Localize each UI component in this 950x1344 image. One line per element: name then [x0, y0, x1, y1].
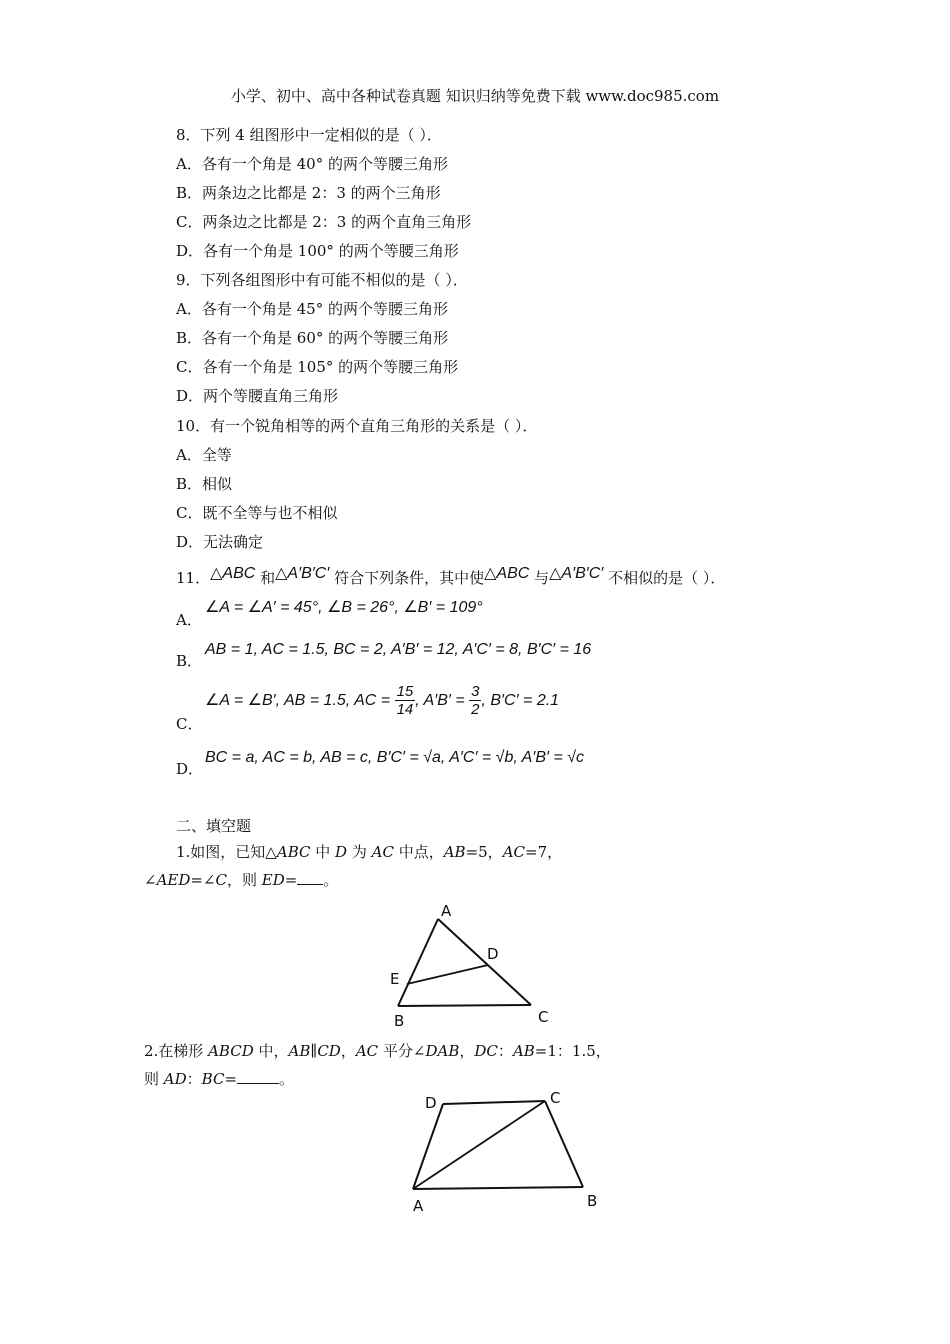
fill2-text: 则	[144, 1070, 164, 1088]
fill2-ab: AB	[288, 1042, 311, 1060]
q10-option-c: C．既不全等与也不相似	[176, 504, 338, 522]
fig1-label-e: E	[390, 970, 400, 988]
fill1-answer-blank[interactable]	[297, 869, 323, 885]
q11-mid-text: 符合下列条件，其中使	[334, 569, 485, 587]
fill1-line2	[144, 869, 338, 890]
q11-label-d: D．	[176, 760, 204, 778]
q11-c-frac2-den: 2	[471, 701, 480, 719]
fill1-text: =7，	[525, 843, 563, 861]
fill2-text: 2.在梯形	[144, 1042, 209, 1060]
q11-option-b: AB = 1, AC = 1.5, BC = 2, A′B′ = 12, A′C′ = 8, B′C′ = 16	[205, 641, 592, 658]
fig2-label-c: C	[550, 1089, 561, 1107]
fig1-label-c: C	[538, 1008, 549, 1026]
fig1-side-bc	[398, 1005, 531, 1006]
fill2-ac: AC	[355, 1042, 379, 1060]
q11-option-c	[205, 683, 559, 723]
fill1-text: 为	[347, 843, 372, 861]
fill2-text: ：	[497, 1042, 513, 1060]
q11-number: 11．	[176, 569, 211, 587]
fill1-abc: ABC	[276, 843, 311, 861]
q11-c-fraction-2	[469, 683, 481, 718]
fill1-text: 中点，	[393, 843, 444, 861]
q9-stem: 9．下列各组图形中有可能不相似的是（ ）．	[176, 271, 468, 289]
fig2-side-dc	[443, 1101, 545, 1104]
fill2-ab-2: AB	[512, 1042, 535, 1060]
q11-c-fraction-1	[395, 683, 416, 718]
fill1-text: =	[284, 871, 298, 889]
q9-option-d: D．两个等腰直角三角形	[176, 387, 339, 405]
q11-triangle-abc: △ABC	[210, 565, 256, 582]
q11-option-d: BC = a, AC = b, AB = c, B′C′ = √a, A′C′ = √b, A′B′ = √c	[205, 749, 585, 766]
q8-option-d: D．各有一个角是 100° 的两个等腰三角形	[176, 242, 459, 260]
fill2-cd: CD	[317, 1042, 341, 1060]
q11-triangle-abc-prime: △A′B′C′	[275, 565, 330, 582]
q8-stem: 8．下列 4 组图形中一定相似的是（ ）．	[176, 126, 442, 144]
section-title-fill-blank: 二、填空题	[176, 817, 252, 835]
q11-c-frac1-num: 15	[396, 683, 414, 701]
q11-c-post: , B′C′ = 2.1	[481, 692, 560, 709]
fill1-d: D	[335, 843, 348, 861]
fill2-answer-blank[interactable]	[237, 1068, 279, 1084]
q10-option-a: A．全等	[176, 446, 232, 464]
fill1-ab: AB	[443, 843, 466, 861]
q11-label-b: B．	[176, 652, 203, 670]
fill1-text: ，则	[227, 871, 262, 889]
q11-c-mid: , A′B′ =	[415, 692, 465, 709]
fill1-c: C	[215, 871, 228, 889]
fig2-label-d: D	[425, 1094, 437, 1112]
q11-label-c: C．	[176, 715, 203, 733]
q11-c-pre: ∠A = ∠B′, AB = 1.5, AC =	[205, 692, 391, 709]
q11-c-frac2-num: 3	[471, 683, 480, 701]
fill2-dab: DAB	[425, 1042, 460, 1060]
q8-option-a: A．各有一个角是 40° 的两个等腰三角形	[176, 155, 448, 173]
q9-option-c: C．各有一个角是 105° 的两个等腰三角形	[176, 358, 459, 376]
fill2-bc: BC	[201, 1070, 225, 1088]
page-header: 小学、初中、高中各种试卷真题 知识归纳等免费下载 www.doc985.com	[230, 87, 720, 105]
fill1-text: =5，	[465, 843, 503, 861]
q10-option-d: D．无法确定	[176, 533, 264, 551]
q8-option-c: C．两条边之比都是 2：3 的两个直角三角形	[176, 213, 472, 231]
fill1-ac-2: AC	[502, 843, 525, 861]
fig1-side-ac	[438, 919, 531, 1005]
q11-c-frac1-den: 14	[396, 701, 414, 719]
q11-with: 与	[534, 569, 550, 587]
q11-triangle-abc-prime-2: △A′B′C′	[549, 565, 604, 582]
q11-and: 和	[260, 569, 276, 587]
fig1-segment-ed	[407, 965, 488, 984]
fig2-label-b: B	[587, 1192, 598, 1210]
fill2-text: 中，	[253, 1042, 289, 1060]
fill2-abcd: ABCD	[208, 1042, 254, 1060]
fill1-ed: ED	[261, 871, 285, 889]
fill1-text: 。	[323, 871, 339, 889]
q11-triangle-abc-2: △ABC	[484, 565, 530, 582]
fig1-label-b: B	[394, 1012, 405, 1030]
figure-trapezoid-abcd	[405, 1085, 605, 1225]
q8-option-b: B．两条边之比都是 2：3 的两个三角形	[176, 184, 441, 202]
fill2-line2	[144, 1068, 294, 1089]
fig1-side-ab	[398, 919, 438, 1006]
fill2-text: ，	[459, 1042, 475, 1060]
q11-stem	[176, 565, 726, 589]
q11-label-a: A．	[176, 611, 202, 629]
q11-option-a: ∠A = ∠A′ = 45°, ∠B = 26°, ∠B′ = 109°	[205, 599, 483, 616]
fig1-label-d: D	[487, 945, 499, 963]
fill1-text: ∠	[144, 871, 157, 889]
fill2-text: =1：1.5，	[534, 1042, 611, 1060]
fig2-side-da	[413, 1104, 443, 1189]
q10-option-b: B．相似	[176, 475, 233, 493]
fill1-ac: AC	[371, 843, 394, 861]
fill1-text: 中	[310, 843, 336, 861]
q10-stem: 10．有一个锐角相等的两个直角三角形的关系是（ ）．	[176, 417, 538, 435]
fill2-text: ：	[186, 1070, 202, 1088]
fill1-text: =∠	[190, 871, 216, 889]
fill1-text: 1.如图，已知△	[176, 843, 277, 861]
fill2-parallel: ∥	[310, 1042, 318, 1060]
fill1-aed: AED	[156, 871, 191, 889]
fig2-label-a: A	[413, 1197, 424, 1215]
fill2-text: ，	[340, 1042, 356, 1060]
fill2-ad: AD	[163, 1070, 187, 1088]
fill2-text: 平分∠	[378, 1042, 426, 1060]
fill2-dc: DC	[474, 1042, 498, 1060]
fig2-side-cb	[545, 1101, 583, 1187]
fig1-label-a: A	[441, 902, 452, 920]
q11-end-text: 不相似的是（ ）．	[608, 569, 726, 587]
fig2-side-ab	[413, 1187, 583, 1189]
fill1-line1	[176, 842, 562, 862]
fig2-diagonal-ac	[413, 1101, 545, 1189]
fill2-text: 。	[279, 1070, 295, 1088]
fill2-text: =	[224, 1070, 238, 1088]
q9-option-a: A．各有一个角是 45° 的两个等腰三角形	[176, 300, 448, 318]
figure-triangle-abc	[380, 895, 560, 1035]
fill2-line1	[144, 1041, 611, 1061]
q9-option-b: B．各有一个角是 60° 的两个等腰三角形	[176, 329, 449, 347]
